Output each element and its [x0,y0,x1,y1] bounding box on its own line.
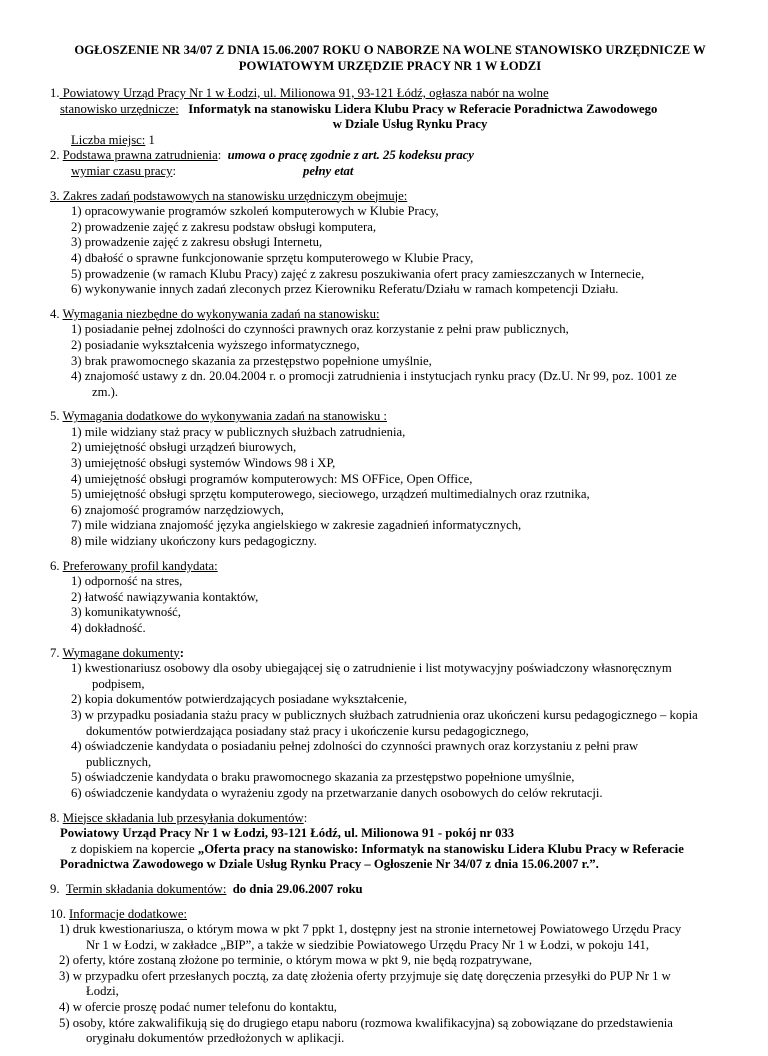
document-title [50,42,730,74]
section-2-number: 2. [50,148,60,163]
section-8-heading: Miejsce składania lub przesyłania dokumentów [62,810,304,825]
section-1: 1. Powiatowy Urząd Pracy Nr 1 w Łodzi, ul. Milionowa 91, 93-121 Łódź, ogłasza nabór na wolne stanowisko urzędnicze: Informatyk na stanowisku Lidera Klubu Pracy w Referacie Poradnictwa Zawodowego w Dziale Usług Rynku Pracy Liczba miejsc: 1 2. Podstawa prawna zatrudnienia: umowa o pracę zgodnie z art. 25 kodeksu pracy wymiar czasu pracy: pełny etat [50,86,730,180]
list-item: 4) dokładność. [71,621,146,635]
section-7-colon: : [179,645,184,660]
section-7-number: 7. [50,645,60,660]
section-6-number: 6. [50,558,60,573]
submission-address: Powiatowy Urząd Pracy Nr 1 w Łodzi, 93-121 Łódź, ul. Milionowa 91 - pokój nr 033 [60,826,515,841]
section-1-position: Informatyk na stanowisku Lidera Klubu Pracy w Referacie Poradnictwa Zawodowego [188,101,658,116]
list-item: 2) oferty, które zostaną złożone po terminie, o którym mowa w pkt 9, nie będą rozpatrywane, [59,953,533,968]
list-item: 2) kopia dokumentów potwierdzających posiadane wykształcenie, [71,692,408,707]
list-item: 2) prowadzenie zajęć z zakresu podstaw obsługi komputera, [71,219,377,234]
section-8 [50,811,730,873]
list-item: 5) osoby, które zakwalifikują się do drugiego etapu naboru (rozmowa kwalifikacyjna) są zobowiązane do przedstawienia [59,1015,673,1030]
section-5-number: 5. [50,409,60,424]
list-item: 3) w przypadku ofert przesłanych pocztą, za datę złożenia oferty przyjmuje się datę doręczenia przesyłki do PUP Nr 1 w [59,968,671,983]
list-item: 5) oświadczenie kandydata o braku prawomocnego skazania za przestępstwo popełnione umyślnie, [71,770,575,785]
list-item: 3) komunikatywność, [71,605,181,620]
time-value: pełny etat [302,163,354,178]
section-8-colon: : [303,810,308,825]
count-value: 1 [145,132,155,147]
section-1-number: 1. [50,86,60,100]
section-1-position-cont: w Dziale Usług Rynku Pracy [332,117,488,132]
title-line-2: POWIATOWYM URZĘDZIE PRACY NR 1 W ŁODZI [238,59,542,73]
list-item: 8) mile widziany ukończony kurs pedagogiczny. [71,534,317,549]
list-item: 1) mile widziany staż pracy w publicznych służbach zatrudnienia, [71,424,406,439]
section-10 [50,907,730,1047]
document-page [50,42,730,1056]
list-item: 4) znajomość ustawy z dn. 20.04.2004 r. o promocji zatrudnienia i instytucjach rynku pracy (Dz.U. Nr 99, poz. 1001 ze [71,369,677,384]
list-item: 5) prowadzenie (w ramach Klubu Pracy) zajęć z zakresu poszukiwania ofert pracy zamieszczanych w Internecie, [71,266,645,281]
section-5 [50,409,730,549]
list-item: 4) w ofercie proszę podać numer telefonu do kontaktu, [59,1000,337,1015]
list-item: 1) odporność na stres, [71,574,183,589]
envelope-note: „Oferta pracy na stanowisko: Informatyk na stanowisku Lidera Klubu Pracy w Referacie [197,841,684,856]
list-item: 5) umiejętność obsługi sprzętu komputerowego, sieciowego, urządzeń multimedialnych oraz rzutnika, [71,487,590,502]
list-item: 3) brak prawomocnego skazania za przestępstwo popełnione umyślnie, [71,353,432,368]
section-3 [50,189,730,298]
basis-value: umowa o pracę zgodnie z art. 25 kodeksu pracy [227,148,474,163]
list-item: 2) łatwość nawiązywania kontaktów, [71,589,259,604]
section-4-heading: Wymagania niezbędne do wykonywania zadań na stanowisku: [62,306,380,321]
list-item: 1) opracowywanie programów szkoleń komputerowych w Klubie Pracy, [71,204,439,219]
section-5-heading: Wymagania dodatkowe do wykonywania zadań na stanowisku : [62,409,387,424]
list-item-cont: Łodzi, [86,984,119,999]
section-6 [50,559,730,637]
section-10-number: 10. [50,906,66,921]
section-8-number: 8. [50,810,60,825]
envelope-note-prefix: z dopiskiem na kopercie [71,841,198,856]
section-6-heading: Preferowany profil kandydata: [62,558,218,573]
list-item-cont: zm.). [92,384,119,399]
count-label: Liczba miejsc: [71,132,146,147]
list-item: 1) druk kwestionariusza, o którym mowa w pkt 7 ppkt 1, dostępny jest na stronie internetowej Powiatowego Urzędu Pracy [59,922,682,937]
list-item: 2) umiejętność obsługi urządzeń biurowych, [71,440,297,455]
basis-label: Podstawa prawna zatrudnienia [62,148,218,163]
section-4-number: 4. [50,306,60,321]
time-label: wymiar czasu pracy [71,163,173,178]
section-7-heading: Wymagane dokumenty [62,645,180,660]
list-item-cont: Nr 1 w Łodzi, w zakładce „BIP”, a także w siedzibie Powiatowego Urzędu Pracy Nr 1 w Łodzi, w pokoju 141, [86,937,650,952]
list-item: 3) prowadzenie zajęć z zakresu obsługi Internetu, [71,235,323,250]
list-item: 3) w przypadku posiadania stażu pracy w publicznych służbach zatrudnienia oraz ukończeni kursu pedagogicznego – kopia [71,707,698,722]
list-item: 2) posiadanie wykształcenia wyższego informatycznego, [71,337,360,352]
list-item: 6) znajomość programów narzędziowych, [71,502,284,517]
list-item: 1) posiadanie pełnej zdolności do czynności prawnych oraz korzystanie z pełni praw publicznych, [71,322,569,337]
list-item-cont: oryginału dokumentów przedłożonych w aplikacji. [86,1031,345,1046]
list-item-cont: podpisem, [92,676,145,691]
section-9-number: 9. [50,881,60,896]
list-item: 6) wykonywanie innych zadań zleconych przez Kierowniku Referatu/Działu w ramach kompetencji Działu. [71,282,619,297]
envelope-note-cont: Poradnictwa Zawodowego w Dziale Usług Rynku Pracy – Ogłoszenie Nr 34/07 z dnia 15.06.2007 r.”. [60,857,599,872]
section-10-heading: Informacje dodatkowe: [69,906,188,921]
list-item: 4) oświadczenie kandydata o posiadaniu pełnej zdolności do czynności prawnych oraz korzystaniu z pełni praw [71,739,639,754]
section-7 [50,646,730,802]
list-item: 6) oświadczenie kandydata o wyrażeniu zgody na przetwarzanie danych osobowych do celów rekrutacji. [71,785,603,800]
section-1-intro: Powiatowy Urząd Pracy Nr 1 w Łodzi, ul. Milionowa 91, 93-121 Łódź, ogłasza nabór na wolne [59,86,549,100]
section-4 [50,307,730,401]
list-item: 7) mile widziana znajomość języka angielskiego w zakresie zagadnień informatycznych, [71,518,522,533]
section-9 [50,882,730,898]
list-item: 3) umiejętność obsługi systemów Windows 98 i XP, [71,456,336,471]
list-item: 1) kwestionariusz osobowy dla osoby ubiegającej się o zatrudnienie i list motywacyjny poświadczony własnoręcznym [71,661,672,676]
title-line-1: OGŁOSZENIE NR 34/07 Z DNIA 15.06.2007 ROKU O NABORZE NA WOLNE STANOWISKO URZĘDNICZE W [74,43,706,57]
section-1-label: stanowisko urzędnicze: [60,101,179,116]
list-item-cont: publicznych, [86,754,152,769]
section-9-heading: Termin składania dokumentów: [65,881,227,896]
deadline-value: do dnia 29.06.2007 roku [232,881,363,896]
list-item: 4) dbałość o sprawne funkcjonowanie sprzętu komputerowego w Klubie Pracy, [71,250,474,265]
list-item-cont: dokumentów potwierdzająca posiadany staż pracy i ukończenie kursu pedagogicznego, [86,723,529,738]
section-3-heading: 3. Zakres zadań podstawowych na stanowisku urzędniczym obejmuje: [50,188,408,203]
list-item: 4) umiejętność obsługi programów komputerowych: MS OFFice, Open Office, [71,471,473,486]
